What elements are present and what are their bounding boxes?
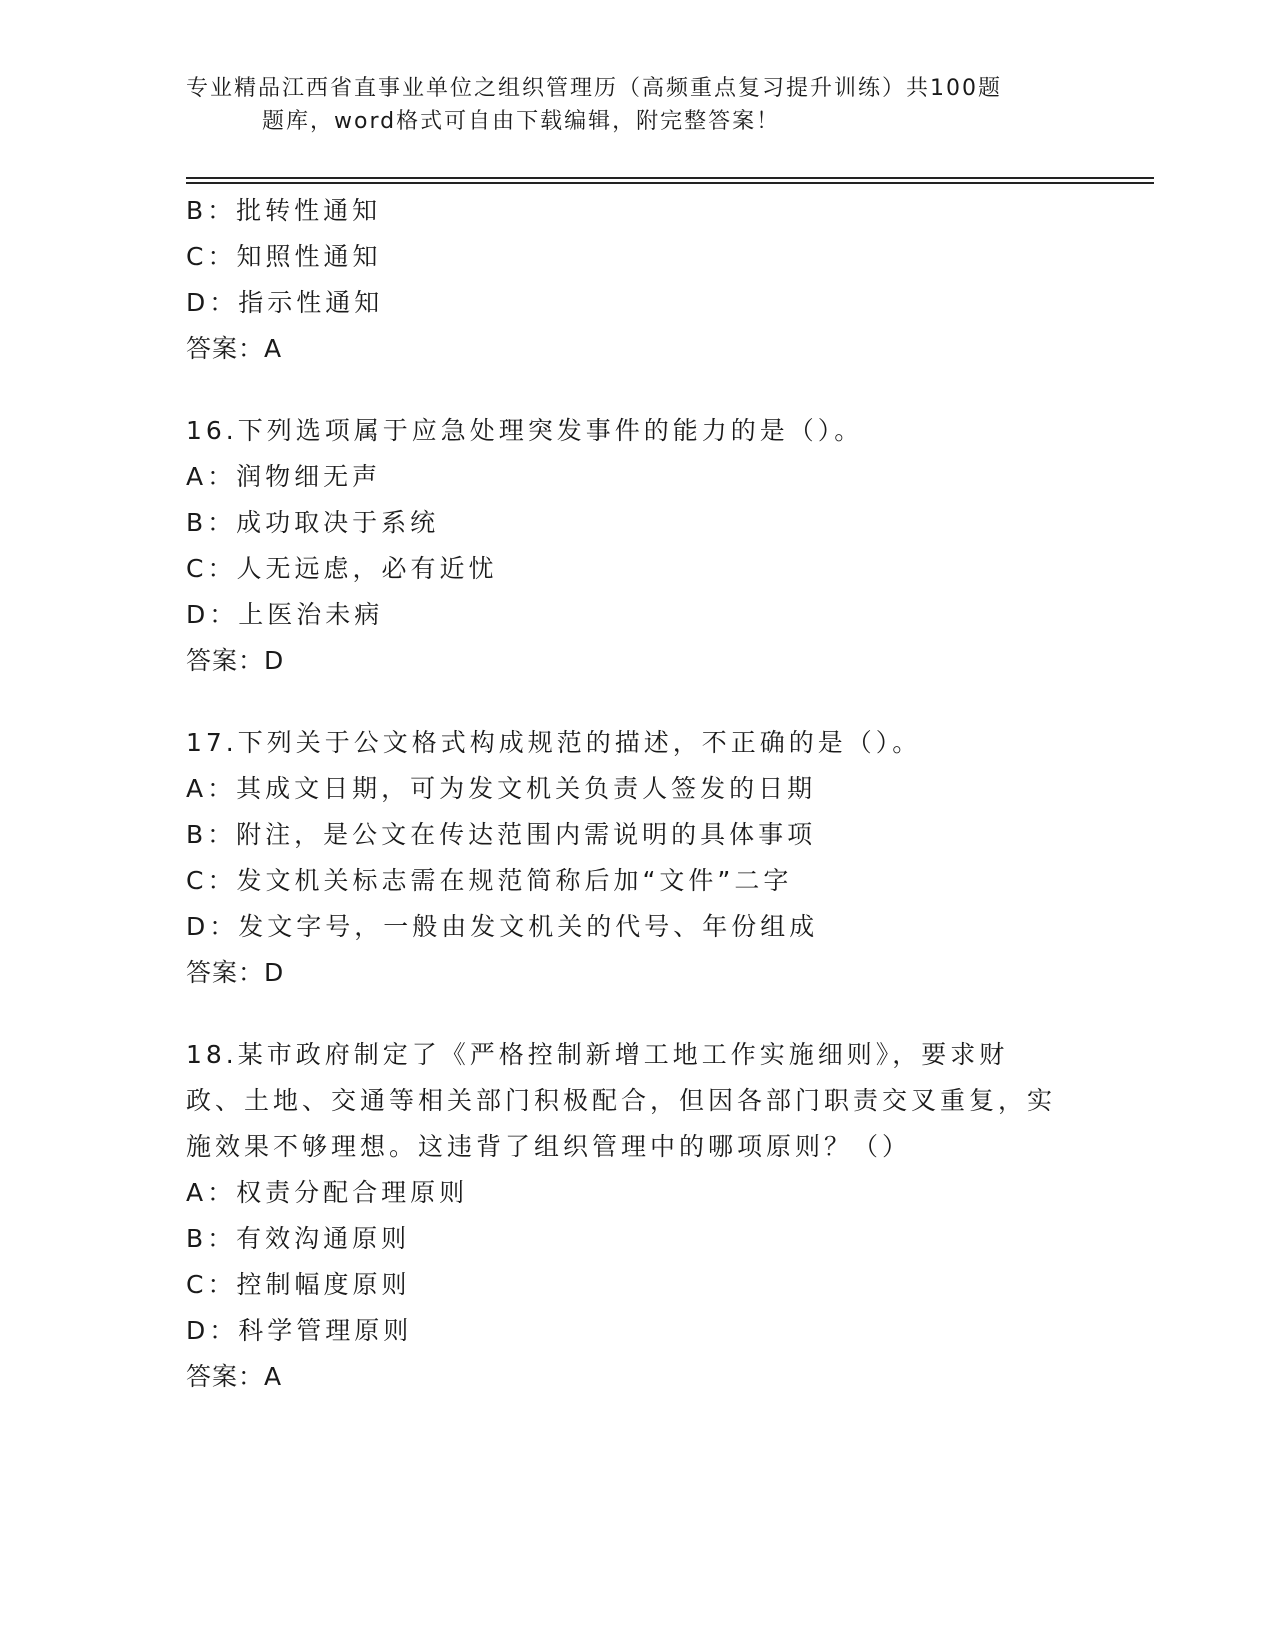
option-d: D：科学管理原则 [186,1316,413,1345]
question-15-continued [186,188,1086,372]
question-16 [186,408,1086,684]
option-a: A：其成文日期，可为发文机关负责人签发的日期 [186,774,817,803]
question-stem: 16.下列选项属于应急处理突发事件的能力的是（）。 [186,416,864,445]
option-c: C：人无远虑，必有近忧 [186,554,498,583]
answer-line: 答案：A [186,334,283,363]
answer-line: 答案：D [186,646,285,675]
header-title-line2: 题库，word格式可自由下载编辑，附完整答案！ [262,109,781,134]
document-header [186,72,1066,138]
question-stem: 17.下列关于公文格式构成规范的描述，不正确的是（）。 [186,728,922,757]
answer-line: 答案：A [186,1362,283,1391]
option-c: C：知照性通知 [186,242,382,271]
option-a: A：权责分配合理原则 [186,1178,469,1207]
option-b: B：附注，是公文在传达范围内需说明的具体事项 [186,820,817,849]
option-b: B：批转性通知 [186,196,382,225]
question-17 [186,720,1086,996]
header-title-line1: 专业精品江西省直事业单位之组织管理历（高频重点复习提升训练）共100题 [186,76,1002,101]
option-d: D：上医治未病 [186,600,384,629]
option-b: B：成功取决于系统 [186,508,440,537]
option-d: D：指示性通知 [186,288,384,317]
question-list [186,188,1086,1400]
header-divider-top [186,177,1154,179]
option-d: D：发文字号，一般由发文机关的代号、年份组成 [186,912,819,941]
option-a: A：润物细无声 [186,462,382,491]
question-stem: 18.某市政府制定了《严格控制新增工地工作实施细则》，要求财政、土地、交通等相关部门积极配合，但因各部门职责交叉重复，实施效果不够理想。这违背了组织管理中的哪项原则？（） [186,1040,1057,1161]
answer-line: 答案：D [186,958,285,987]
option-b: B：有效沟通原则 [186,1224,411,1253]
header-divider-bottom [186,182,1154,184]
option-c: C：发文机关标志需在规范简称后加“文件”二字 [186,866,793,895]
question-18 [186,1032,1086,1400]
option-c: C：控制幅度原则 [186,1270,411,1299]
